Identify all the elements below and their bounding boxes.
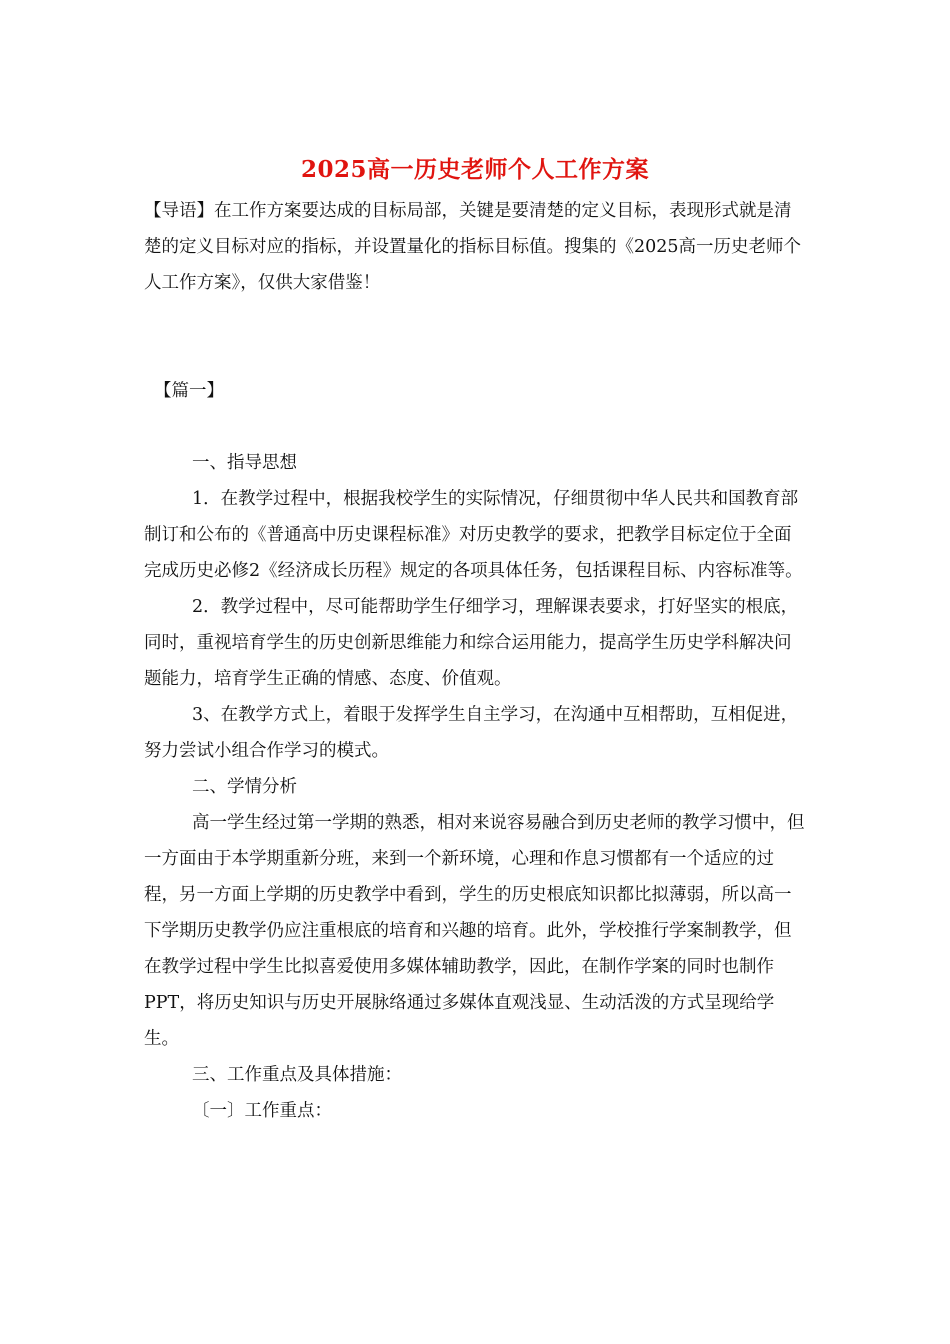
subheading-work-focus: 〔一〕工作重点： <box>192 1101 332 1121</box>
document-body <box>144 193 806 1129</box>
part-label: 【篇一】 <box>154 381 224 401</box>
document-title: 2025高一历史老师个人工作方案 <box>300 156 649 183</box>
paragraph-guiding-3: 3、在教学方式上，着眼于发挥学生自主学习，在沟通中互相帮助，互相促进，努力尝试小组合作学习的模式。 <box>144 705 799 761</box>
paragraph-guiding-2: 2．教学过程中，尽可能帮助学生仔细学习，理解课表要求，打好坚实的根底，同时，重视培育学生的历史创新思维能力和综合运用能力，提高学生历史学科解决问题能力，培育学生正确的情感、态度、价值观。 <box>144 597 799 689</box>
section-heading-work-focus: 三、工作重点及具体措施： <box>192 1065 402 1085</box>
intro-paragraph: 【导语】在工作方案要达成的目标局部，关键是要清楚的定义目标，表现形式就是清楚的定义目标对应的指标，并设置量化的指标目标值。搜集的《2025高一历史老师个人工作方案》，仅供大家借鉴！ <box>144 201 802 293</box>
paragraph-student-analysis: 高一学生经过第一学期的熟悉，相对来说容易融合到历史老师的教学习惯中，但一方面由于本学期重新分班，来到一个新环境，心理和作息习惯都有一个适应的过程，另一方面上学期的历史教学中看到，学生的历史根底知识都比拟薄弱，所以高一下学期历史教学仍应注重根底的培育和兴趣的培育。此外，学校推行学案制教学，但在教学过程中学生比拟喜爱使用多媒体辅助教学，因此，在制作学案的同时也制作PPT，将历史知识与历史开展脉络通过多媒体直观浅显、生动活泼的方式呈现给学生。 <box>144 813 805 1049</box>
paragraph-guiding-1: 1．在教学过程中，根据我校学生的实际情况，仔细贯彻中华人民共和国教育部制订和公布的《普通高中历史课程标准》对历史教学的要求，把教学目标定位于全面完成历史必修2《经济成长历程》规定的各项具体任务，包括课程目标、内容标准等。 <box>144 489 803 581</box>
section-heading-guiding-thought: 一、指导思想 <box>192 453 297 473</box>
section-heading-student-analysis: 二、学情分析 <box>192 777 297 797</box>
